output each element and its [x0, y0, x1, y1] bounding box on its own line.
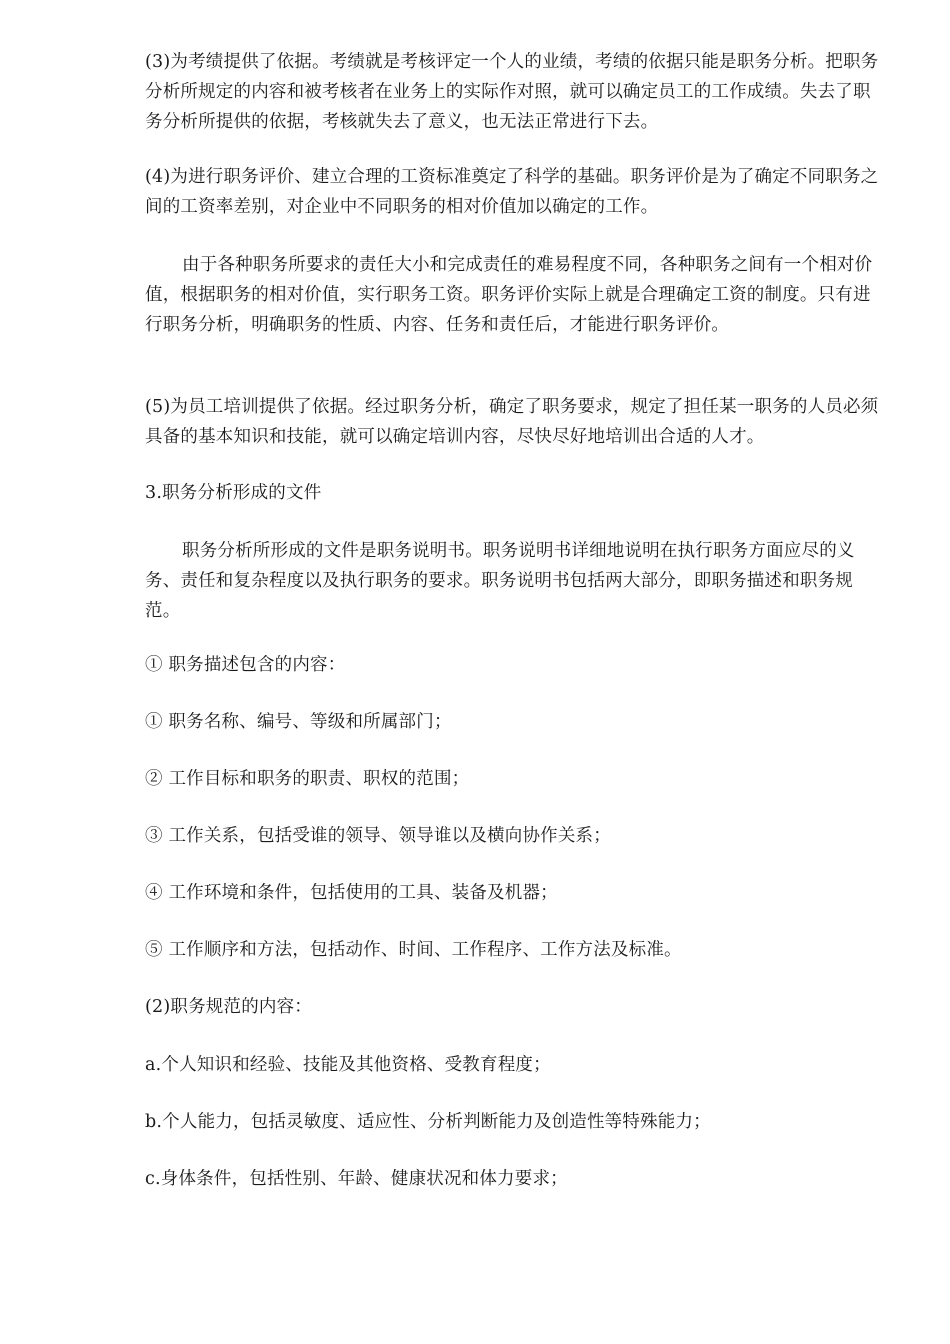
paragraph-relative-value: 由于各种职务所要求的责任大小和完成责任的难易程度不同，各种职务之间有一个相对价值，根据职务的相对价值，实行职务工资。职务评价实际上就是合理确定工资的制度。只有进行职务分析，明确职务的性质、内容、任务和责任后，才能进行职务评价。 [145, 255, 873, 335]
paragraph-job-specification: 职务分析所形成的文件是职务说明书。职务说明书详细地说明在执行职务方面应尽的义务、责任和复杂程度以及执行职务的要求。职务说明书包括两大部分，即职务描述和职务规范。 [145, 541, 855, 621]
list-heading-job-standards: (2)职务规范的内容： [145, 997, 312, 1017]
list-heading-job-description: ① 职务描述包含的内容： [145, 655, 346, 675]
list-item-4: ④ 工作环境和条件，包括使用的工具、装备及机器； [145, 883, 558, 903]
list-item-c: c.身体条件，包括性别、年龄、健康状况和体力要求； [145, 1169, 568, 1189]
list-item-3: ③ 工作关系，包括受谁的领导、领导谁以及横向协作关系； [145, 826, 611, 846]
list-item-2: ② 工作目标和职务的职责、职权的范围； [145, 769, 470, 789]
paragraph-4-job-evaluation: (4)为进行职务评价、建立合理的工资标准奠定了科学的基础。职务评价是为了确定不同职务之间的工资率差别，对企业中不同职务的相对价值加以确定的工作。 [145, 167, 879, 217]
paragraph-3-performance-basis: (3)为考绩提供了依据。考绩就是考核评定一个人的业绩，考绩的依据只能是职务分析。把职务分析所规定的内容和被考核者在业务上的实际作对照，就可以确定员工的工作成绩。失去了职务分析所提供的依据，考核就失去了意义，也无法正常进行下去。 [145, 52, 879, 132]
list-item-5: ⑤ 工作顺序和方法，包括动作、时间、工作程序、工作方法及标准。 [145, 940, 682, 960]
section-heading-documents: 3.职务分析形成的文件 [145, 483, 322, 503]
paragraph-5-training-basis: (5)为员工培训提供了依据。经过职务分析，确定了职务要求，规定了担任某一职务的人员必须具备的基本知识和技能，就可以确定培训内容，尽快尽好地培训出合适的人才。 [145, 397, 879, 447]
list-item-1: ① 职务名称、编号、等级和所属部门； [145, 712, 452, 732]
list-item-a: a.个人知识和经验、技能及其他资格、受教育程度； [145, 1055, 551, 1075]
list-item-b: b.个人能力，包括灵敏度、适应性、分析判断能力及创造性等特殊能力； [145, 1112, 711, 1132]
